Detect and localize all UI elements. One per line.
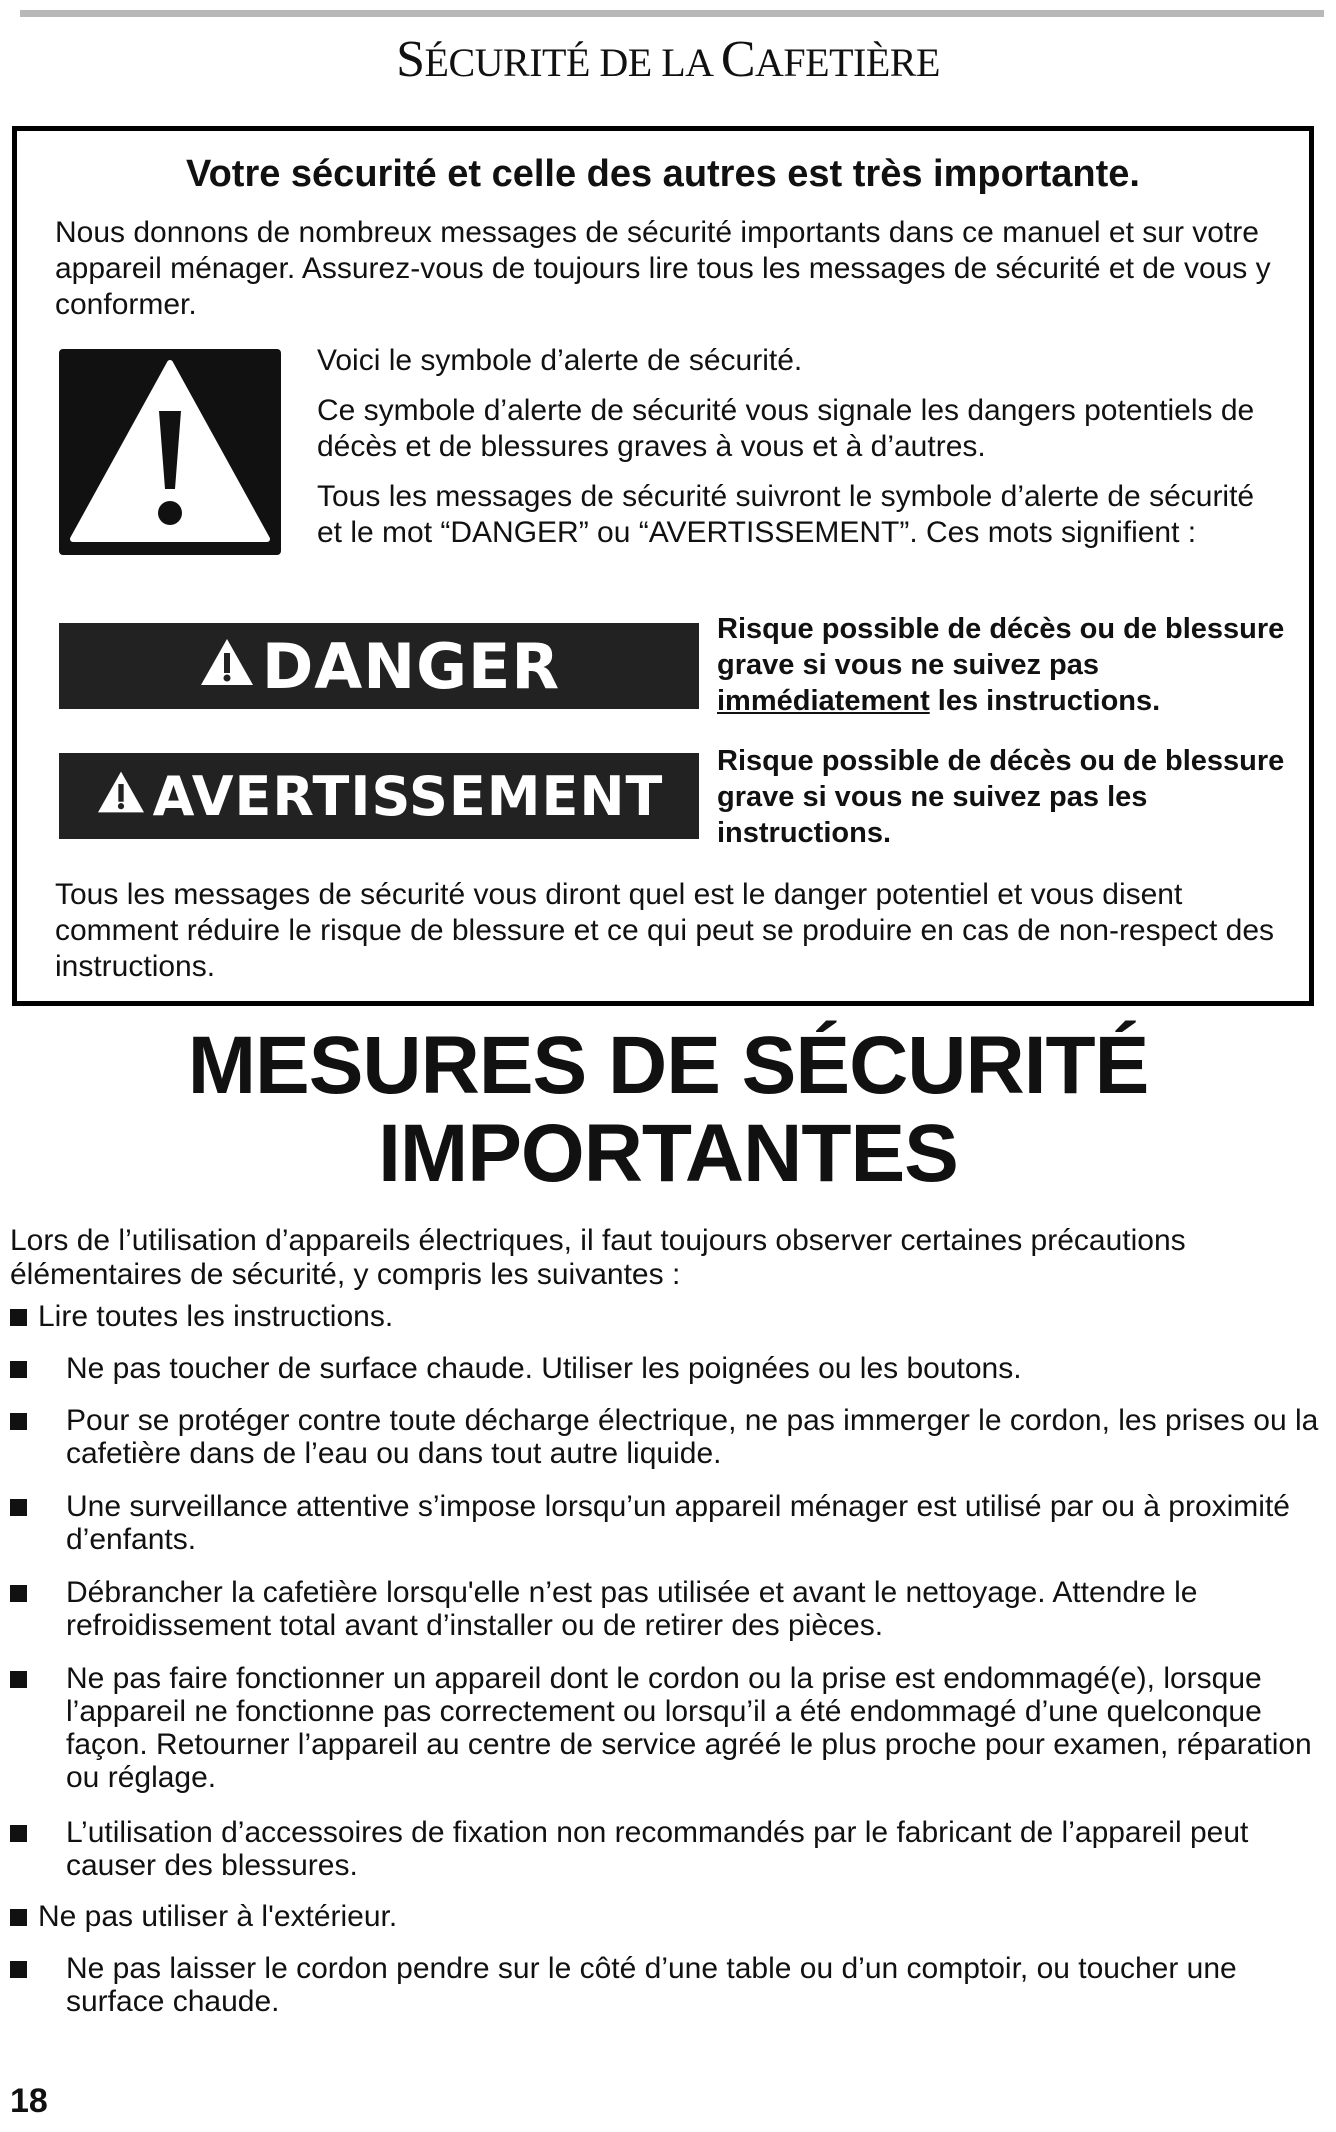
bullet-square-icon — [10, 1585, 27, 1602]
main-title-line2: IMPORTANTES — [378, 1108, 958, 1199]
danger-banner — [59, 623, 699, 709]
warning-label: AVERTISSEMENT — [152, 764, 664, 828]
bullet-square-icon — [10, 1825, 27, 1842]
warning-triangle-icon — [198, 630, 256, 703]
warning-banner — [59, 753, 699, 839]
bullet-square-icon — [10, 1671, 27, 1688]
header-title-cap-s: S — [396, 31, 425, 88]
warning-description: Risque possible de décès ou de blessure grave si vous ne suivez pas les instructions. — [717, 745, 1285, 849]
main-title — [0, 1022, 1336, 1198]
bullet-square-icon — [10, 1413, 27, 1430]
safety-alert-symbol-icon — [59, 349, 281, 555]
safeguards-intro: Lors de l’utilisation d’appareils électriques, il faut toujours observer certaines précautions élémentaires de sécurité, y compris les suivantes : — [10, 1224, 1186, 1291]
bullet-square-icon — [10, 1361, 27, 1378]
symbol-text-1: Voici le symbole d’alerte de sécurité. — [317, 344, 803, 377]
bullet-square-icon — [10, 1309, 27, 1326]
bullet-square-icon — [10, 1499, 27, 1516]
page-number: 18 — [10, 2082, 48, 2120]
danger-desc-underlined: immédiatement — [717, 685, 930, 717]
header-title-part2: AFETIÈRE — [755, 40, 940, 85]
symbol-text-3: Tous les messages de sécurité suivront le symbole d’alerte de sécurité et le mot “DANGER” ou “AVERTISSEMENT”. Ces mots signifient : — [317, 480, 1255, 549]
symbol-text-2: Ce symbole d’alerte de sécurité vous signale les dangers potentiels de décès et de blessures graves à vous et à d’autres. — [317, 394, 1255, 463]
danger-description — [717, 611, 1317, 719]
bullet-square-icon — [10, 1961, 27, 1978]
safety-box-heading: Votre sécurité et celle des autres est très importante. — [186, 153, 1140, 195]
header-title-part1: ÉCURITÉ DE LA — [424, 40, 721, 85]
danger-desc-part2: les instructions. — [929, 685, 1161, 717]
danger-desc-part1: Risque possible de décès ou de blessure grave si vous ne suivez pas — [717, 613, 1285, 681]
header-rule — [20, 10, 1324, 17]
main-title-line1: MESURES DE SÉCURITÉ — [187, 1020, 1149, 1111]
danger-label: DANGER — [261, 629, 561, 703]
warning-triangle-icon — [95, 765, 147, 828]
page-header-title — [0, 30, 1336, 89]
safety-closing-text: Tous les messages de sécurité vous diront quel est le danger potentiel et vous disent comment réduire le risque de blessure et ce qui peut se produire en cas de non-respect des instructions. — [55, 878, 1275, 983]
safety-box — [12, 126, 1314, 1006]
header-title-cap-c: C — [720, 31, 756, 88]
bullet-square-icon — [10, 1909, 27, 1926]
safety-intro-text: Nous donnons de nombreux messages de sécurité importants dans ce manuel et sur votre appareil ménager. Assurez-vous de toujours lire tous les messages de sécurité et de vous y conformer. — [55, 216, 1271, 321]
